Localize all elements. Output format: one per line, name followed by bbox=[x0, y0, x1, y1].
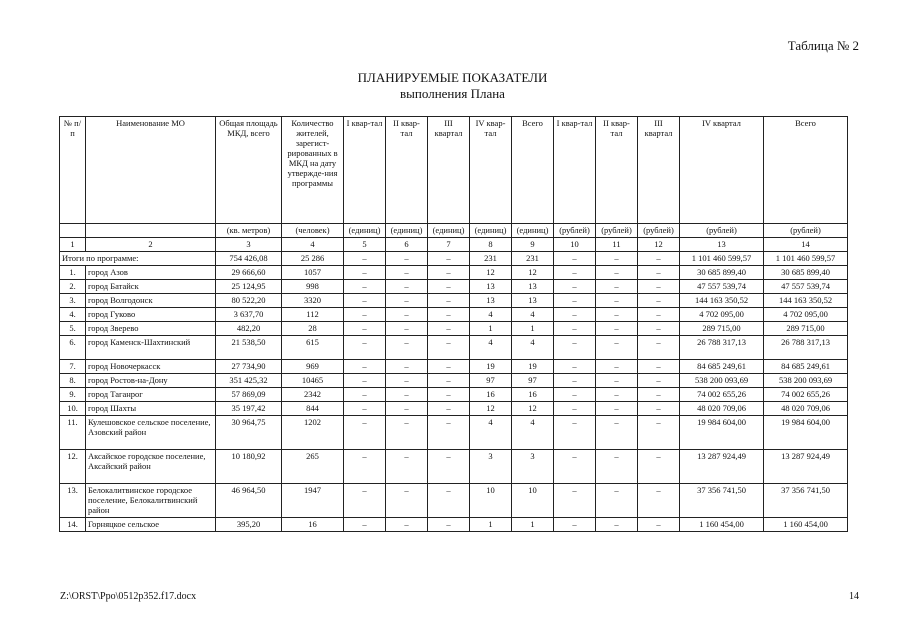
table-cell: – bbox=[638, 484, 680, 518]
table-cell: – bbox=[344, 450, 386, 484]
column-header: III квартал bbox=[428, 117, 470, 224]
municipality-name: город Волгодонск bbox=[86, 294, 216, 308]
unit-cell: (единиц) bbox=[386, 224, 428, 238]
unit-cell: (рублей) bbox=[764, 224, 848, 238]
column-header: Всего bbox=[764, 117, 848, 224]
indicators-table bbox=[59, 116, 848, 532]
table-cell: 538 200 093,69 bbox=[680, 374, 764, 388]
table-cell: – bbox=[344, 518, 386, 532]
table-cell: 754 426,08 bbox=[216, 252, 282, 266]
table-cell: 28 bbox=[282, 322, 344, 336]
table-cell: – bbox=[638, 252, 680, 266]
unit-cell bbox=[60, 224, 86, 238]
municipality-name: город Таганрог bbox=[86, 388, 216, 402]
table-cell: 84 685 249,61 bbox=[680, 360, 764, 374]
table-cell: 1202 bbox=[282, 416, 344, 450]
table-cell: – bbox=[428, 416, 470, 450]
table-cell: – bbox=[428, 484, 470, 518]
table-cell: – bbox=[638, 388, 680, 402]
table-cell: – bbox=[386, 336, 428, 360]
column-header: II квар-тал bbox=[386, 117, 428, 224]
column-number: 10 bbox=[554, 238, 596, 252]
municipality-name: Кулешовское сельское поселение, Азовский район bbox=[86, 416, 216, 450]
table-cell: – bbox=[386, 388, 428, 402]
file-path: Z:\ORST\Ppo\0512p352.f17.docx bbox=[60, 591, 197, 602]
column-number: 1 bbox=[60, 238, 86, 252]
table-cell: 74 002 655,26 bbox=[764, 388, 848, 402]
unit-cell: (человек) bbox=[282, 224, 344, 238]
table-cell: 19 bbox=[512, 360, 554, 374]
table-cell: – bbox=[428, 518, 470, 532]
table-row bbox=[60, 336, 848, 360]
table-cell: – bbox=[638, 266, 680, 280]
table-cell: 265 bbox=[282, 450, 344, 484]
table-cell: 27 734,90 bbox=[216, 360, 282, 374]
table-cell: 13 bbox=[512, 280, 554, 294]
table-cell: 998 bbox=[282, 280, 344, 294]
table-cell: 14. bbox=[60, 518, 86, 532]
table-cell: 47 557 539,74 bbox=[680, 280, 764, 294]
table-cell: – bbox=[596, 518, 638, 532]
table-cell: – bbox=[344, 322, 386, 336]
column-header: I квар-тал bbox=[344, 117, 386, 224]
table-cell: – bbox=[638, 402, 680, 416]
table-cell: – bbox=[386, 252, 428, 266]
table-cell: 8. bbox=[60, 374, 86, 388]
table-row bbox=[60, 416, 848, 450]
unit-cell: (единиц) bbox=[428, 224, 470, 238]
table-cell: – bbox=[428, 388, 470, 402]
table-cell: 1 bbox=[470, 322, 512, 336]
table-cell: 351 425,32 bbox=[216, 374, 282, 388]
table-cell: 3 bbox=[470, 450, 512, 484]
table-cell: 35 197,42 bbox=[216, 402, 282, 416]
municipality-name: город Новочеркасск bbox=[86, 360, 216, 374]
municipality-name: город Зверево bbox=[86, 322, 216, 336]
municipality-name: город Азов bbox=[86, 266, 216, 280]
units-row bbox=[60, 224, 848, 238]
table-cell: – bbox=[386, 294, 428, 308]
unit-cell: (единиц) bbox=[344, 224, 386, 238]
table-cell: 4 bbox=[512, 336, 554, 360]
table-cell: 13 287 924,49 bbox=[680, 450, 764, 484]
table-row bbox=[60, 294, 848, 308]
table-cell: – bbox=[344, 336, 386, 360]
table-cell: – bbox=[638, 280, 680, 294]
table-cell: – bbox=[386, 280, 428, 294]
table-cell: 4 702 095,00 bbox=[680, 308, 764, 322]
table-cell: – bbox=[554, 484, 596, 518]
table-cell: 13 bbox=[470, 280, 512, 294]
table-cell: 4 bbox=[512, 308, 554, 322]
table-cell: 7. bbox=[60, 360, 86, 374]
table-cell: 1 bbox=[470, 518, 512, 532]
table-cell: – bbox=[554, 280, 596, 294]
table-cell: – bbox=[554, 416, 596, 450]
table-cell: – bbox=[344, 294, 386, 308]
table-cell: 289 715,00 bbox=[680, 322, 764, 336]
table-cell: – bbox=[344, 360, 386, 374]
unit-cell bbox=[86, 224, 216, 238]
column-number: 13 bbox=[680, 238, 764, 252]
table-cell: 3 bbox=[512, 450, 554, 484]
table-cell: 37 356 741,50 bbox=[764, 484, 848, 518]
unit-cell: (рублей) bbox=[596, 224, 638, 238]
municipality-name: город Шахты bbox=[86, 402, 216, 416]
table-cell: 74 002 655,26 bbox=[680, 388, 764, 402]
table-cell: – bbox=[596, 450, 638, 484]
column-number: 3 bbox=[216, 238, 282, 252]
column-header: I квар-тал bbox=[554, 117, 596, 224]
column-number: 11 bbox=[596, 238, 638, 252]
column-number: 6 bbox=[386, 238, 428, 252]
table-cell: – bbox=[554, 518, 596, 532]
table-cell: – bbox=[554, 388, 596, 402]
table-cell: 19 984 604,00 bbox=[764, 416, 848, 450]
table-cell: 12 bbox=[470, 402, 512, 416]
table-cell: – bbox=[428, 280, 470, 294]
municipality-name: город Батайск bbox=[86, 280, 216, 294]
table-cell: 19 bbox=[470, 360, 512, 374]
header-row bbox=[60, 117, 848, 224]
table-cell: 6. bbox=[60, 336, 86, 360]
table-cell: 25 286 bbox=[282, 252, 344, 266]
municipality-name: город Каменск-Шахтинский bbox=[86, 336, 216, 360]
table-cell: – bbox=[386, 518, 428, 532]
column-header: Общая площадь МКД, всего bbox=[216, 117, 282, 224]
table-cell: 1 160 454,00 bbox=[680, 518, 764, 532]
unit-cell: (рублей) bbox=[554, 224, 596, 238]
table-row bbox=[60, 450, 848, 484]
column-number: 4 bbox=[282, 238, 344, 252]
document-title bbox=[0, 70, 905, 102]
unit-cell: (рублей) bbox=[680, 224, 764, 238]
table-cell: 25 124,95 bbox=[216, 280, 282, 294]
table-cell: 84 685 249,61 bbox=[764, 360, 848, 374]
table-cell: – bbox=[554, 374, 596, 388]
table-number: Таблица № 2 bbox=[787, 38, 859, 53]
unit-cell: (единиц) bbox=[512, 224, 554, 238]
table-cell: 29 666,60 bbox=[216, 266, 282, 280]
table-cell: – bbox=[554, 402, 596, 416]
table-cell: 13 bbox=[470, 294, 512, 308]
table-cell: 1 160 454,00 bbox=[764, 518, 848, 532]
table-cell: – bbox=[554, 252, 596, 266]
table-cell: – bbox=[596, 308, 638, 322]
table-cell: 13 bbox=[512, 294, 554, 308]
table-cell: 13. bbox=[60, 484, 86, 518]
municipality-name: Аксайское городское поселение, Аксайский район bbox=[86, 450, 216, 484]
table-cell: – bbox=[596, 388, 638, 402]
column-header: Наименование МО bbox=[86, 117, 216, 224]
table-cell: 21 538,50 bbox=[216, 336, 282, 360]
table-cell: – bbox=[386, 416, 428, 450]
municipality-name: город Гуково bbox=[86, 308, 216, 322]
table-cell: 1 101 460 599,57 bbox=[680, 252, 764, 266]
table-cell: – bbox=[344, 266, 386, 280]
table-cell: 615 bbox=[282, 336, 344, 360]
table-cell: – bbox=[344, 416, 386, 450]
table-cell: 16 bbox=[282, 518, 344, 532]
column-number: 12 bbox=[638, 238, 680, 252]
table-cell: 26 788 317,13 bbox=[764, 336, 848, 360]
table-cell: – bbox=[638, 322, 680, 336]
table-cell: 10 bbox=[512, 484, 554, 518]
column-number: 9 bbox=[512, 238, 554, 252]
municipality-name: Горняцкое сельское bbox=[86, 518, 216, 532]
table-cell: 16 bbox=[470, 388, 512, 402]
table-cell: 30 685 899,40 bbox=[764, 266, 848, 280]
total-label: Итоги по программе: bbox=[60, 252, 216, 266]
table-cell: – bbox=[554, 294, 596, 308]
table-cell: 1057 bbox=[282, 266, 344, 280]
table-cell: – bbox=[344, 308, 386, 322]
column-header: II квар-тал bbox=[596, 117, 638, 224]
table-cell: – bbox=[344, 402, 386, 416]
table-cell: 57 869,09 bbox=[216, 388, 282, 402]
table-cell: 482,20 bbox=[216, 322, 282, 336]
table-cell: 48 020 709,06 bbox=[680, 402, 764, 416]
table-cell: – bbox=[344, 252, 386, 266]
table-cell: 12 bbox=[512, 402, 554, 416]
table-cell: 1 101 460 599,57 bbox=[764, 252, 848, 266]
unit-cell: (рублей) bbox=[638, 224, 680, 238]
table-row bbox=[60, 322, 848, 336]
table-cell: – bbox=[428, 374, 470, 388]
table-cell: 10 180,92 bbox=[216, 450, 282, 484]
table-cell: – bbox=[638, 374, 680, 388]
table-cell: 2342 bbox=[282, 388, 344, 402]
table-cell: 46 964,50 bbox=[216, 484, 282, 518]
column-number: 2 bbox=[86, 238, 216, 252]
table-cell: 10 bbox=[470, 484, 512, 518]
table-cell: – bbox=[596, 484, 638, 518]
table-cell: 48 020 709,06 bbox=[764, 402, 848, 416]
title-line-1: ПЛАНИРУЕМЫЕ ПОКАЗАТЕЛИ bbox=[357, 70, 548, 85]
table-cell: 844 bbox=[282, 402, 344, 416]
table-cell: – bbox=[554, 322, 596, 336]
table-cell: – bbox=[386, 322, 428, 336]
table-cell: – bbox=[428, 360, 470, 374]
table-cell: 289 715,00 bbox=[764, 322, 848, 336]
column-header: Количество жителей, зарегист-рированных в МКД на дату утвержде-ния программы bbox=[282, 117, 344, 224]
table-cell: 395,20 bbox=[216, 518, 282, 532]
table-row bbox=[60, 308, 848, 322]
table-cell: – bbox=[596, 252, 638, 266]
table-cell: 969 bbox=[282, 360, 344, 374]
table-row bbox=[60, 388, 848, 402]
table-cell: – bbox=[554, 360, 596, 374]
table-cell: 80 522,20 bbox=[216, 294, 282, 308]
table-cell: – bbox=[596, 294, 638, 308]
title-line-2: выполнения Плана bbox=[400, 86, 505, 101]
table-cell: 47 557 539,74 bbox=[764, 280, 848, 294]
column-number: 14 bbox=[764, 238, 848, 252]
table-cell: 144 163 350,52 bbox=[764, 294, 848, 308]
municipality-name: Белокалитвинское городское поселение, Белокалитвинский район bbox=[86, 484, 216, 518]
table-cell: – bbox=[596, 280, 638, 294]
table-cell: – bbox=[638, 518, 680, 532]
table-cell: 144 163 350,52 bbox=[680, 294, 764, 308]
table-cell: – bbox=[554, 336, 596, 360]
table-row bbox=[60, 280, 848, 294]
table-cell: – bbox=[428, 294, 470, 308]
column-header: IV квартал bbox=[680, 117, 764, 224]
table-cell: 97 bbox=[470, 374, 512, 388]
table-cell: 1 bbox=[512, 322, 554, 336]
table-cell: – bbox=[596, 374, 638, 388]
table-cell: 112 bbox=[282, 308, 344, 322]
table-cell: 30 964,75 bbox=[216, 416, 282, 450]
table-cell: 12 bbox=[512, 266, 554, 280]
table-cell: 11. bbox=[60, 416, 86, 450]
table-cell: 2. bbox=[60, 280, 86, 294]
table-cell: – bbox=[596, 336, 638, 360]
table-cell: 231 bbox=[512, 252, 554, 266]
column-header: III квартал bbox=[638, 117, 680, 224]
table-cell: – bbox=[596, 416, 638, 450]
table-cell: – bbox=[386, 450, 428, 484]
table-cell: – bbox=[386, 360, 428, 374]
table-cell: 3 637,70 bbox=[216, 308, 282, 322]
table-cell: – bbox=[428, 266, 470, 280]
table-cell: – bbox=[428, 322, 470, 336]
table-cell: – bbox=[638, 416, 680, 450]
table-cell: – bbox=[638, 308, 680, 322]
column-number: 5 bbox=[344, 238, 386, 252]
table-cell: – bbox=[428, 450, 470, 484]
unit-cell: (кв. метров) bbox=[216, 224, 282, 238]
table-cell: – bbox=[386, 484, 428, 518]
column-header: № п/п bbox=[60, 117, 86, 224]
table-cell: – bbox=[638, 450, 680, 484]
table-cell: – bbox=[428, 308, 470, 322]
table-row bbox=[60, 374, 848, 388]
table-cell: – bbox=[596, 266, 638, 280]
table-cell: – bbox=[386, 266, 428, 280]
table-row bbox=[60, 266, 848, 280]
table-cell: – bbox=[638, 360, 680, 374]
table-cell: 9. bbox=[60, 388, 86, 402]
table-cell: – bbox=[428, 336, 470, 360]
table-cell: – bbox=[428, 402, 470, 416]
table-cell: – bbox=[344, 280, 386, 294]
table-cell: 3320 bbox=[282, 294, 344, 308]
table-cell: – bbox=[638, 336, 680, 360]
table-cell: 10. bbox=[60, 402, 86, 416]
total-row bbox=[60, 252, 848, 266]
table-cell: 1947 bbox=[282, 484, 344, 518]
table-cell: 4 bbox=[470, 416, 512, 450]
table-cell: – bbox=[344, 388, 386, 402]
table-cell: 4 bbox=[470, 336, 512, 360]
table-cell: – bbox=[344, 374, 386, 388]
table-cell: 5. bbox=[60, 322, 86, 336]
table-cell: 97 bbox=[512, 374, 554, 388]
table-cell: – bbox=[554, 308, 596, 322]
column-numbers-row bbox=[60, 238, 848, 252]
table-row bbox=[60, 360, 848, 374]
column-number: 8 bbox=[470, 238, 512, 252]
table-cell: 3. bbox=[60, 294, 86, 308]
table-cell: 37 356 741,50 bbox=[680, 484, 764, 518]
table-cell: – bbox=[428, 252, 470, 266]
table-cell: 1. bbox=[60, 266, 86, 280]
table-row bbox=[60, 402, 848, 416]
table-row bbox=[60, 518, 848, 532]
column-number: 7 bbox=[428, 238, 470, 252]
table-cell: 12 bbox=[470, 266, 512, 280]
table-cell: – bbox=[344, 484, 386, 518]
table-cell: – bbox=[554, 450, 596, 484]
table-cell: – bbox=[386, 402, 428, 416]
table-cell: 26 788 317,13 bbox=[680, 336, 764, 360]
municipality-name: город Ростов-на-Дону bbox=[86, 374, 216, 388]
table-cell: 30 685 899,40 bbox=[680, 266, 764, 280]
table-cell: – bbox=[596, 322, 638, 336]
table-cell: 12. bbox=[60, 450, 86, 484]
table-cell: – bbox=[596, 402, 638, 416]
table-cell: – bbox=[554, 266, 596, 280]
table-cell: 19 984 604,00 bbox=[680, 416, 764, 450]
table-cell: 1 bbox=[512, 518, 554, 532]
table-cell: 16 bbox=[512, 388, 554, 402]
table-cell: 4 702 095,00 bbox=[764, 308, 848, 322]
column-header: IV квар-тал bbox=[470, 117, 512, 224]
table-cell: 13 287 924,49 bbox=[764, 450, 848, 484]
table-cell: 4 bbox=[470, 308, 512, 322]
table-cell: – bbox=[386, 374, 428, 388]
table-cell: 4 bbox=[512, 416, 554, 450]
table-cell: 4. bbox=[60, 308, 86, 322]
table-cell: 10465 bbox=[282, 374, 344, 388]
column-header: Всего bbox=[512, 117, 554, 224]
table-cell: 538 200 093,69 bbox=[764, 374, 848, 388]
table-cell: – bbox=[596, 360, 638, 374]
table-row bbox=[60, 484, 848, 518]
table-cell: – bbox=[386, 308, 428, 322]
table-cell: 231 bbox=[470, 252, 512, 266]
page-number: 14 bbox=[849, 591, 859, 602]
unit-cell: (единиц) bbox=[470, 224, 512, 238]
table-cell: – bbox=[638, 294, 680, 308]
